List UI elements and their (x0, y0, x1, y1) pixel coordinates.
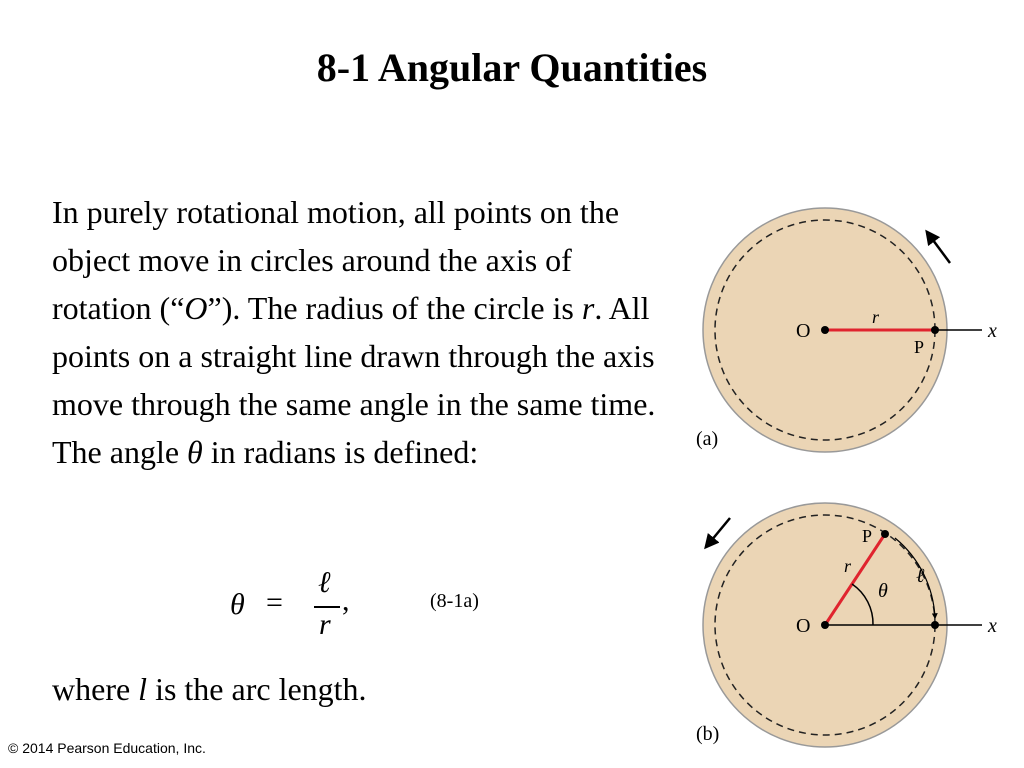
center-dot-a (821, 326, 829, 334)
closing-sentence (52, 665, 367, 713)
figure-b-diagram (690, 500, 1010, 755)
label-p-a: P (914, 337, 925, 357)
label-o-b: O (796, 615, 811, 637)
paragraph-text-1: In purely rotational motion, all points on the object move in circles around the axis of rotation (“ (52, 194, 620, 326)
arc-length-symbol: l (138, 671, 148, 707)
label-x-b: x (988, 615, 997, 637)
label-arc-length-b: ℓ (916, 565, 925, 587)
body-paragraph (52, 188, 662, 476)
label-r-a: r (872, 307, 880, 327)
label-r-b: r (844, 556, 852, 576)
equation-number: (8-1a) (430, 590, 479, 612)
point-dot-a (931, 326, 939, 334)
caption-b: (b) (696, 723, 720, 745)
figure-a-diagram (690, 205, 1010, 460)
formula-denominator: r (319, 608, 331, 641)
caption-a: (a) (696, 428, 719, 450)
closing-text-2: is the arc length. (147, 671, 367, 707)
paragraph-text-2: ”). The radius of the circle is (207, 290, 582, 326)
label-theta-b: θ (878, 580, 888, 602)
rotation-arrow-icon-b (706, 518, 730, 547)
axis-symbol: O (184, 290, 208, 326)
slide-title: 8-1 Angular Quantities (316, 45, 708, 90)
rotation-arrow-icon-a (927, 232, 950, 263)
label-p-b: P (862, 526, 873, 546)
angle-formula (230, 566, 370, 642)
closing-text-1: where (52, 671, 139, 707)
label-x-a: x (988, 320, 997, 342)
paragraph-text-4: in radians is defined: (202, 434, 479, 470)
paragraph-text-3: . All points on a straight line drawn through the axis move through the same angle in the same time. The angle (52, 290, 656, 470)
label-o-a: O (796, 320, 811, 342)
angle-symbol: θ (187, 434, 203, 470)
formula-lhs: θ (230, 588, 245, 621)
formula-numerator: ℓ (318, 566, 331, 599)
radius-symbol: r (581, 290, 595, 326)
formula-comma: , (342, 584, 350, 617)
x-axis-dot-b (931, 621, 939, 629)
center-dot-b (821, 621, 829, 629)
copyright-notice: © 2014 Pearson Education, Inc. (8, 740, 206, 756)
formula-equals: = (266, 586, 283, 619)
point-dot-b (881, 530, 889, 538)
